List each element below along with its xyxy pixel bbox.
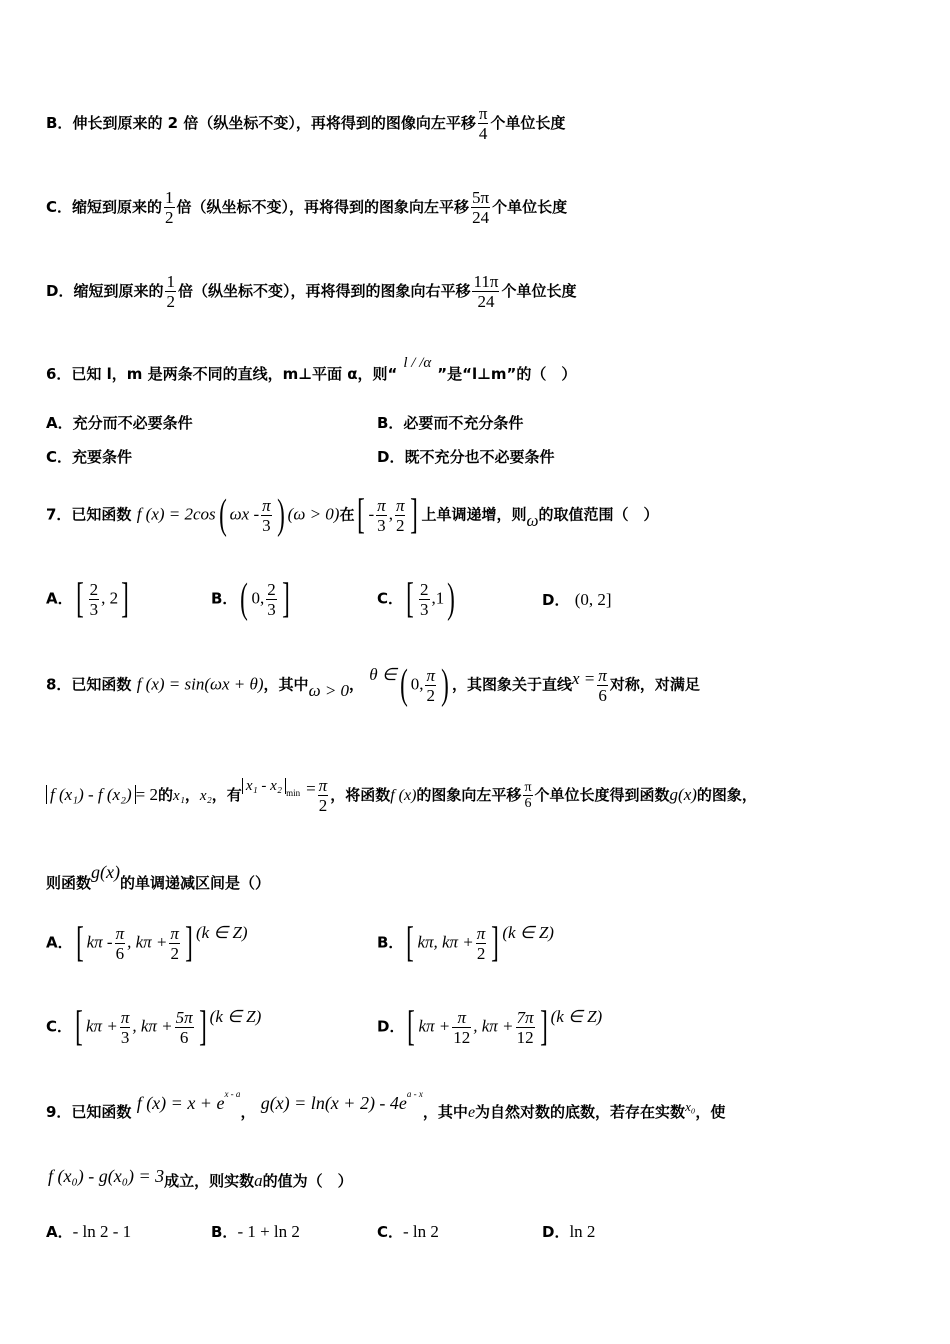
q7-stem: 7．已知函数 f (x) = 2cos( ωx - $\frac{\pi}{3}$ ) (ω > 0)在[ - $\frac{\pi}{3}$ , $\frac{\pi}{2}$ ] 上单调递增，则ω的取值范围（ ） bbox=[46, 492, 659, 538]
fraction: $\frac{\pi}{6}$ bbox=[598, 665, 607, 705]
fraction: $\frac{\pi}{12}$ bbox=[453, 1007, 471, 1047]
q6-option-a: A．充分而不必要条件 bbox=[46, 414, 193, 432]
q6-stem: 6．已知 l，m 是两条不同的直线，m⊥平面 α，则“l / /α”是“l⊥m”的（ ） bbox=[46, 355, 577, 383]
q9-option-b: B．- 1 + ln 2 bbox=[211, 1222, 300, 1241]
fraction: $\frac{\pi}{6}$ bbox=[115, 923, 125, 963]
q6-option-d: D．既不充分也不必要条件 bbox=[377, 448, 555, 466]
right-bracket: ] bbox=[410, 492, 419, 538]
math-expression: f (x) = 2cos bbox=[136, 504, 216, 524]
q9-option-a: A．- ln 2 - 1 bbox=[46, 1222, 132, 1241]
q9-stem-line2: f (x₀) - g(x₀) = 3成立，则实数a的值为（ ） bbox=[48, 1166, 353, 1190]
right-paren: ) bbox=[276, 492, 285, 538]
fraction: $\frac{\pi}{2}$ bbox=[170, 923, 179, 963]
q5-option-b: B．伸长到原来的 2 倍（纵坐标不变），再将得到的图像向左平移 $\frac{\pi}{4}$ 个单位长度 bbox=[46, 104, 566, 143]
fraction: $\frac{\pi}{3}$ bbox=[262, 495, 271, 535]
fraction: $\frac{2}{3}$ bbox=[89, 579, 99, 619]
fraction: $\frac{\pi}{2}$ bbox=[318, 776, 328, 815]
q8-option-a: A．[ kπ - $\frac{\pi}{6}$ , kπ + $\frac{\pi}{2}$ ] (k ∈ Z) bbox=[46, 920, 248, 966]
q7-option-b: B．( 0, $\frac{2}{3}$ ] bbox=[211, 576, 290, 622]
fraction: $\frac{1}{2}$ bbox=[165, 188, 174, 227]
math-expression: l / /α bbox=[403, 355, 432, 371]
fraction: $\frac{\pi}{3}$ bbox=[377, 495, 386, 535]
q8-option-c: C．[ kπ + $\frac{\pi}{3}$ , kπ + $\frac{5\pi}{6}$ ] (k ∈ Z) bbox=[46, 1004, 262, 1050]
q9-option-d: D．ln 2 bbox=[542, 1222, 596, 1241]
q9-option-c: C．- ln 2 bbox=[377, 1222, 439, 1241]
q6-option-c: C．充要条件 bbox=[46, 448, 133, 466]
q8-stem: 8．已知函数 f (x) = sin(ωx + θ)，其中ω > 0， θ ∈( 0, $\frac{\pi}{2}$ ) ，其图象关于直线x = $\frac{\pi}{6}$ 对称，对满足 bbox=[46, 662, 700, 708]
fraction: $\frac{\pi}{2}$ bbox=[395, 495, 405, 535]
fraction: $\frac{11\pi}{24}$ bbox=[473, 272, 499, 311]
fraction: $\frac{\pi}{3}$ bbox=[120, 1007, 130, 1047]
q7-option-d: D． (0, 2] bbox=[542, 590, 612, 609]
fraction: $\frac{1}{2}$ bbox=[166, 272, 175, 311]
fraction: $\frac{2}{3}$ bbox=[420, 579, 429, 619]
q5-option-c: C．缩短到原来的 $\frac{1}{2}$ 倍（纵坐标不变），再将得到的图象向左平移 $\frac{5\pi}{24}$ 个单位长度 bbox=[46, 188, 568, 227]
q8-stem-line3: 则函数g(x)的单调递减区间是（） bbox=[46, 862, 271, 892]
fraction: $\frac{5\pi}{6}$ bbox=[175, 1007, 193, 1047]
left-bracket: [ bbox=[357, 492, 366, 538]
q7-option-c: C．[ $\frac{2}{3}$ ,1) bbox=[377, 576, 456, 622]
q7-option-a: A．[ $\frac{2}{3}$ , 2] bbox=[46, 576, 129, 622]
fraction: $\frac{2}{3}$ bbox=[267, 579, 276, 619]
math-expression: f (x) = sin(ωx + θ) bbox=[136, 674, 264, 694]
q8-option-b: B．[ kπ, kπ + $\frac{\pi}{2}$ ] (k ∈ Z) bbox=[377, 920, 554, 966]
q5-option-d: D．缩短到原来的 $\frac{1}{2}$ 倍（纵坐标不变），再将得到的图象向右平移 $\frac{11\pi}{24}$ 个单位长度 bbox=[46, 272, 577, 311]
fraction: $\frac{\pi}{4}$ bbox=[478, 104, 488, 143]
q9-stem: 9．已知函数 f $(x) = x + e^{x - a}$， $g(x) = \ln(x + 2) - 4e^{a - x}$，其中e为自然对数的底数，若存在实数x₀，使 bbox=[46, 1089, 726, 1121]
fraction: $\frac{\pi}{6}$ bbox=[524, 780, 532, 811]
fraction: $\frac{\pi}{2}$ bbox=[426, 665, 435, 705]
left-paren: ( bbox=[218, 492, 227, 538]
fraction: $\frac{\pi}{2}$ bbox=[476, 923, 486, 963]
fraction: $\frac{7\pi}{12}$ bbox=[516, 1007, 534, 1047]
fraction: $\frac{5\pi}{24}$ bbox=[472, 188, 490, 227]
q6-option-b: B．必要而不充分条件 bbox=[377, 414, 524, 432]
q8-option-d: D．[ kπ + $\frac{\pi}{12}$ , kπ + $\frac{7\pi}{12}$ ] (k ∈ Z) bbox=[377, 1004, 603, 1050]
q8-stem-line2: f (x₁) - f (x₂) = 2的x₁，x₂，有 x₁ - x₂ $^{min}$ = $\frac{\pi}{2}$ ，将函数f (x)的图象向左平移 $\frac{\pi}{6}$ 个单位长度得到函数g(x)的图象， bbox=[46, 776, 757, 815]
